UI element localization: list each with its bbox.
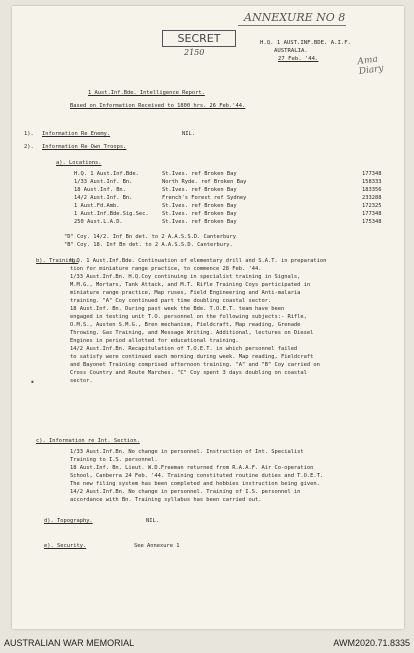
training-line: Throwing. Gas Training, and Message Writing. Additional, lectures on Diesel: [70, 330, 314, 336]
location-unit: H.Q. 1 Aust.Inf.Bde.: [74, 171, 139, 177]
training-line: to satisfy were continued each morning during week. Map reading, Fieldcraft: [70, 354, 314, 360]
security-value: See Annexure 1: [134, 543, 180, 549]
location-unit: 250 Aust.L.A.D.: [74, 219, 123, 225]
security-heading: e). Security.: [44, 543, 87, 549]
int-section-line: 18 Aust.Inf. Bn. Lieut. W.D.Freeman returned from R.A.A.F. Air Co-operation: [70, 465, 314, 471]
training-line: 18 Aust.Inf. Bn. During past week the Bde. T.O.E.T. team have been: [70, 306, 285, 312]
location-ref: 175348: [362, 219, 382, 225]
header-date: 27 Feb. '44.: [278, 56, 319, 62]
locations-heading: a). Locations.: [56, 160, 102, 166]
footer-institution: AUSTRALIAN WAR MEMORIAL: [4, 638, 135, 648]
location-unit: 1/33 Aust.Inf. Bn.: [74, 179, 133, 185]
location-ref: 158333: [362, 179, 382, 185]
header-line2: AUSTRALIA.: [274, 48, 308, 54]
training-line: M.M.G., Mortars, Tank Attack, and M.T. Rifle Training Coys participated in: [70, 282, 311, 288]
location-ref: 172325: [362, 203, 382, 209]
location-place: St.Ives. ref Broken Bay: [162, 203, 237, 209]
int-section-line: 14/2 Aust.Inf.Bn. No change in personnel. Training of I.S. personnel in: [70, 489, 301, 495]
margin-mark: •: [30, 378, 35, 387]
location-unit: 14/2 Aust.Inf. Bn.: [74, 195, 133, 201]
header-line1: H.Q. 1 AUST.INF.BDE. A.I.F.: [260, 40, 351, 46]
training-heading: b). Training.: [36, 258, 79, 264]
topography-value: NIL.: [146, 518, 159, 524]
location-place: St.Ives. ref Broken Bay: [162, 171, 237, 177]
training-line: tion for miniature range practice, to commence 28 Feb. '44.: [70, 266, 262, 272]
detachment-line: "B" Coy. 18. Inf Bn det. to 2 A.A.S.S.D. Canterbury.: [64, 242, 233, 248]
location-place: St.Ives. ref Broken Bay: [162, 219, 237, 225]
training-line: and Bayonet Training comprised afternoon training. "A" and "B" Coy carried on: [70, 362, 320, 368]
int-section-line: accordance with Bn. Training syllabus has been carried out.: [70, 497, 262, 503]
topography-heading: d). Topography.: [44, 518, 93, 524]
int-section-line: The new filing system has been completed and hobbies instruction being given.: [70, 481, 320, 487]
location-unit: 18 Aust.Inf. Bn.: [74, 187, 126, 193]
location-place: St.Ives. ref Broken Bay: [162, 211, 237, 217]
archive-footer: [0, 634, 414, 653]
section-1-label: Information Re Enemy.: [42, 131, 111, 137]
training-line: 1/33 Aust.Inf.Bn. H.Q.Coy continuing in specialist training in Signals,: [70, 274, 301, 280]
report-title: 1 Aust.Inf.Bde. Intelligence Report.: [88, 90, 205, 96]
location-unit: 1 Aust.Fd.Amb.: [74, 203, 120, 209]
training-line: miniature range practice, Map ruses, Field Engineering and Anti-malaria: [70, 290, 301, 296]
int-section-line: Training to I.S. personnel.: [70, 457, 158, 463]
int-section-line: School, Canberra 24 Feb. '44. Training constituted routine duties and T.O.E.T.: [70, 473, 324, 479]
training-line: Cross Country and Route Marches. "C" Coy spent 3 days doubling on coastal: [70, 370, 307, 376]
secret-stamp: SECRET: [162, 30, 236, 47]
training-line: H.Q. 1 Aust.Inf.Bde. Continuation of elementary drill and S.A.T. in preparation: [70, 258, 327, 264]
training-line: O.M.S., Austen S.M.G., Bren mechanism, Fieldcraft, Map reading, Grenade: [70, 322, 301, 328]
location-place: St.Ives. ref Broken Bay: [162, 187, 237, 193]
report-basis: Based on Information Received to 1800 hrs. 26 Feb.'44.: [70, 103, 246, 109]
location-place: North Ryde. ref Broken Bay: [162, 179, 247, 185]
location-unit: 1 Aust.Inf.Bde.Sig.Sec.: [74, 211, 149, 217]
location-ref: 233288: [362, 195, 382, 201]
training-line: Engines in period allotted for educational training.: [70, 338, 239, 344]
training-line: training. "A" Coy continued part time doubling coastal sector.: [70, 298, 272, 304]
location-place: French's Forest ref Sydney: [162, 195, 247, 201]
section-1-value: NIL.: [182, 131, 195, 137]
location-ref: 177348: [362, 211, 382, 217]
section-1-number: 1).: [24, 131, 34, 137]
int-section-line: 1/33 Aust.Inf.Bn. No change in personnel. Instruction of Int. Specialist: [70, 449, 304, 455]
secret-number: 2150: [184, 48, 205, 57]
training-line: 14/2 Aust.Inf.Bn. Recapitulation of T.O.E.T. in which personnel failed: [70, 346, 298, 352]
training-line: engaged in testing unit T.O. personnel on the following subjects:- Rifle,: [70, 314, 307, 320]
training-line: sector.: [70, 378, 93, 384]
annotation-underline: [238, 25, 346, 26]
document-page: [12, 6, 404, 629]
section-2-number: 2).: [24, 144, 34, 150]
int-section-heading: c). Information re Int. Section.: [36, 438, 140, 444]
location-ref: 177348: [362, 171, 382, 177]
footer-reference: AWM2020.71.8335: [333, 638, 410, 648]
location-ref: 183356: [362, 187, 382, 193]
annexure-annotation: ANNEXURE NO 8: [244, 11, 346, 24]
section-2-label: Information Re Own Troops.: [42, 144, 127, 150]
detachment-line: "D" Coy. 14/2. Inf Bn det. to 2 A.A.S.S.D. Canterbury: [64, 234, 237, 240]
handwritten-signature: Ama Diary: [356, 54, 385, 78]
